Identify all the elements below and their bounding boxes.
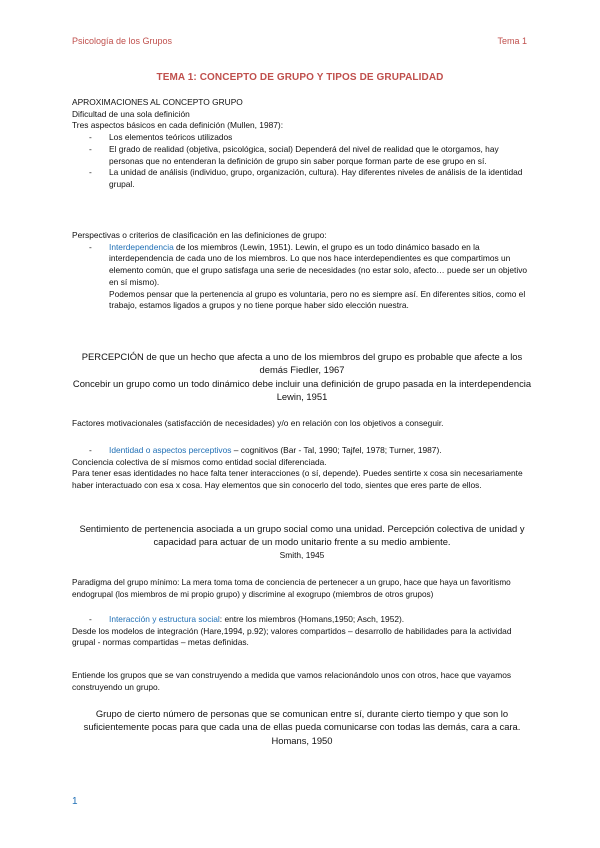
term-interdependencia: Interdependencia — [109, 241, 174, 252]
bullet-dash: - — [89, 614, 92, 624]
paragraph: Podemos pensar que la pertenencia al grupo es voluntaria, pero no es siempre así. En diferentes sitios, como el trabajo, estamos ligados a grupos y no tiene porque haber sido elección nuestra. — [109, 288, 526, 311]
bullet-dash: - — [89, 132, 92, 143]
list-item-text: – cognitivos (Bar - Tal, 1990; Tajfel, 1978; Turner, 1987). — [231, 445, 442, 455]
quote-text: Sentimiento de pertenencia asociada a un grupo social como una unidad. Percepción colectiva de unidad y capacidad para actuar de un modo unitario frente a su medio ambiente. — [79, 523, 525, 548]
paragraph-factores: Factores motivacionales (satisfacción de necesidades) y/o en relación con los objetivos a conseguir. — [72, 418, 444, 428]
page-number: 1 — [72, 796, 78, 807]
term-identidad: Identidad o aspectos perceptivos — [109, 445, 232, 455]
quote-citation: Smith, 1945 — [279, 549, 325, 560]
bullet-dash: - — [89, 241, 92, 252]
page-title: TEMA 1: CONCEPTO DE GRUPO Y TIPOS DE GRUPALIDAD — [156, 72, 444, 83]
list-item — [72, 445, 532, 457]
list-item — [72, 144, 532, 167]
bullet-dash: - — [89, 143, 92, 154]
list-item — [72, 132, 532, 144]
paragraph-entiende: Entiende los grupos que se van construyendo a medida que vamos relacionándolo unos con otros, hace que vayamos construyendo un grupo. — [72, 670, 512, 692]
section-interaccion — [72, 614, 532, 649]
list-item-text: de los miembros (Lewin, 1951). Lewin, el grupo es un todo dinámico basado en la interdependencia de cada uno de los miembros. Lo que nos hace interdependientes es que compartimos un elemento común, que el grupo satisfaga una serie de necesidades (no estar solo, afecto… puede ser un objetivo en sí mismo). — [109, 241, 528, 287]
paragraph: Para tener esas identidades no hace falta tener interacciones (o sí, depende). Puedes sentirte x cosa sin necesariamente haber interactuado con esa x cosa. Hay elementos que sin conocerlo del todo, sientes que eres parte de ellos. — [72, 468, 523, 491]
list-item-text: La unidad de análisis (individuo, grupo, organización, cultura). Hay diferentes niveles de análisis de la identidad grupal. — [109, 167, 523, 189]
section-heading: APROXIMACIONES AL CONCEPTO GRUPO — [72, 97, 243, 107]
bullet-dash: - — [89, 445, 92, 455]
quote-homans: Grupo de cierto número de personas que se comunican entre sí, durante cierto tiempo y que son lo suficientemente pocas para que cada una de ellas pueda comunicarse con todas las demás, cara a cara. Homans, 1950 — [83, 708, 521, 746]
list-item — [72, 242, 532, 312]
paragraph-paradigma: Paradigma del grupo mínimo: La mera toma toma de conciencia de pertenecer a un grupo, hace que haya un favoritismo endogrupal (los miembros de mi propio grupo) y discrimine al exogrupo (miembros de otros grupos) — [72, 578, 511, 599]
quote-fiedler — [72, 350, 532, 404]
header-subject: Psicología de los Grupos — [72, 36, 173, 46]
section-identidad — [72, 445, 532, 492]
paragraph: Conciencia colectiva de sí mismos como entidad social diferenciada. — [72, 456, 327, 467]
section-perspectivas — [72, 230, 532, 312]
paragraph: Dificultad de una sola definición — [72, 108, 190, 119]
quote-line: Concebir un grupo como un todo dinámico debe incluir una definición de grupo pasada en la interdependencia Lewin, 1951 — [72, 377, 532, 403]
list-item — [72, 614, 532, 626]
list-item — [72, 167, 532, 190]
list-item-text: : entre los miembros (Homans,1950; Asch, 1952). — [219, 614, 405, 624]
paragraph: Desde los modelos de integración (Hare,1994, p.92); valores compartidos – desarrollo de habilidades para la actividad grupal - normas compartidas – metas definidas. — [72, 625, 512, 648]
list-item-text: Los elementos teóricos utilizados — [109, 132, 233, 143]
bullet-dash: - — [89, 167, 92, 178]
section-aproximaciones — [72, 97, 532, 191]
list-item-text: El grado de realidad (objetiva, psicológica, social) Dependerá del nivel de realidad que le otorgamos, hay personas que no entenderan la definición de grupo sin saber porque forman parte de ese grupo en sí. — [109, 143, 499, 166]
header-topic: Tema 1 — [497, 36, 527, 46]
paragraph: Perspectivas o criterios de clasificación en las definiciones de grupo: — [72, 230, 327, 240]
term-interaccion: Interacción y estructura social — [109, 614, 220, 624]
paragraph: Tres aspectos básicos en cada definición (Mullen, 1987): — [72, 120, 284, 131]
quote-line: PERCEPCIÓN de que un hecho que afecta a uno de los miembros del grupo es probable que afecte a los demás Fiedler, 1967 — [81, 351, 523, 376]
quote-smith — [72, 522, 532, 561]
